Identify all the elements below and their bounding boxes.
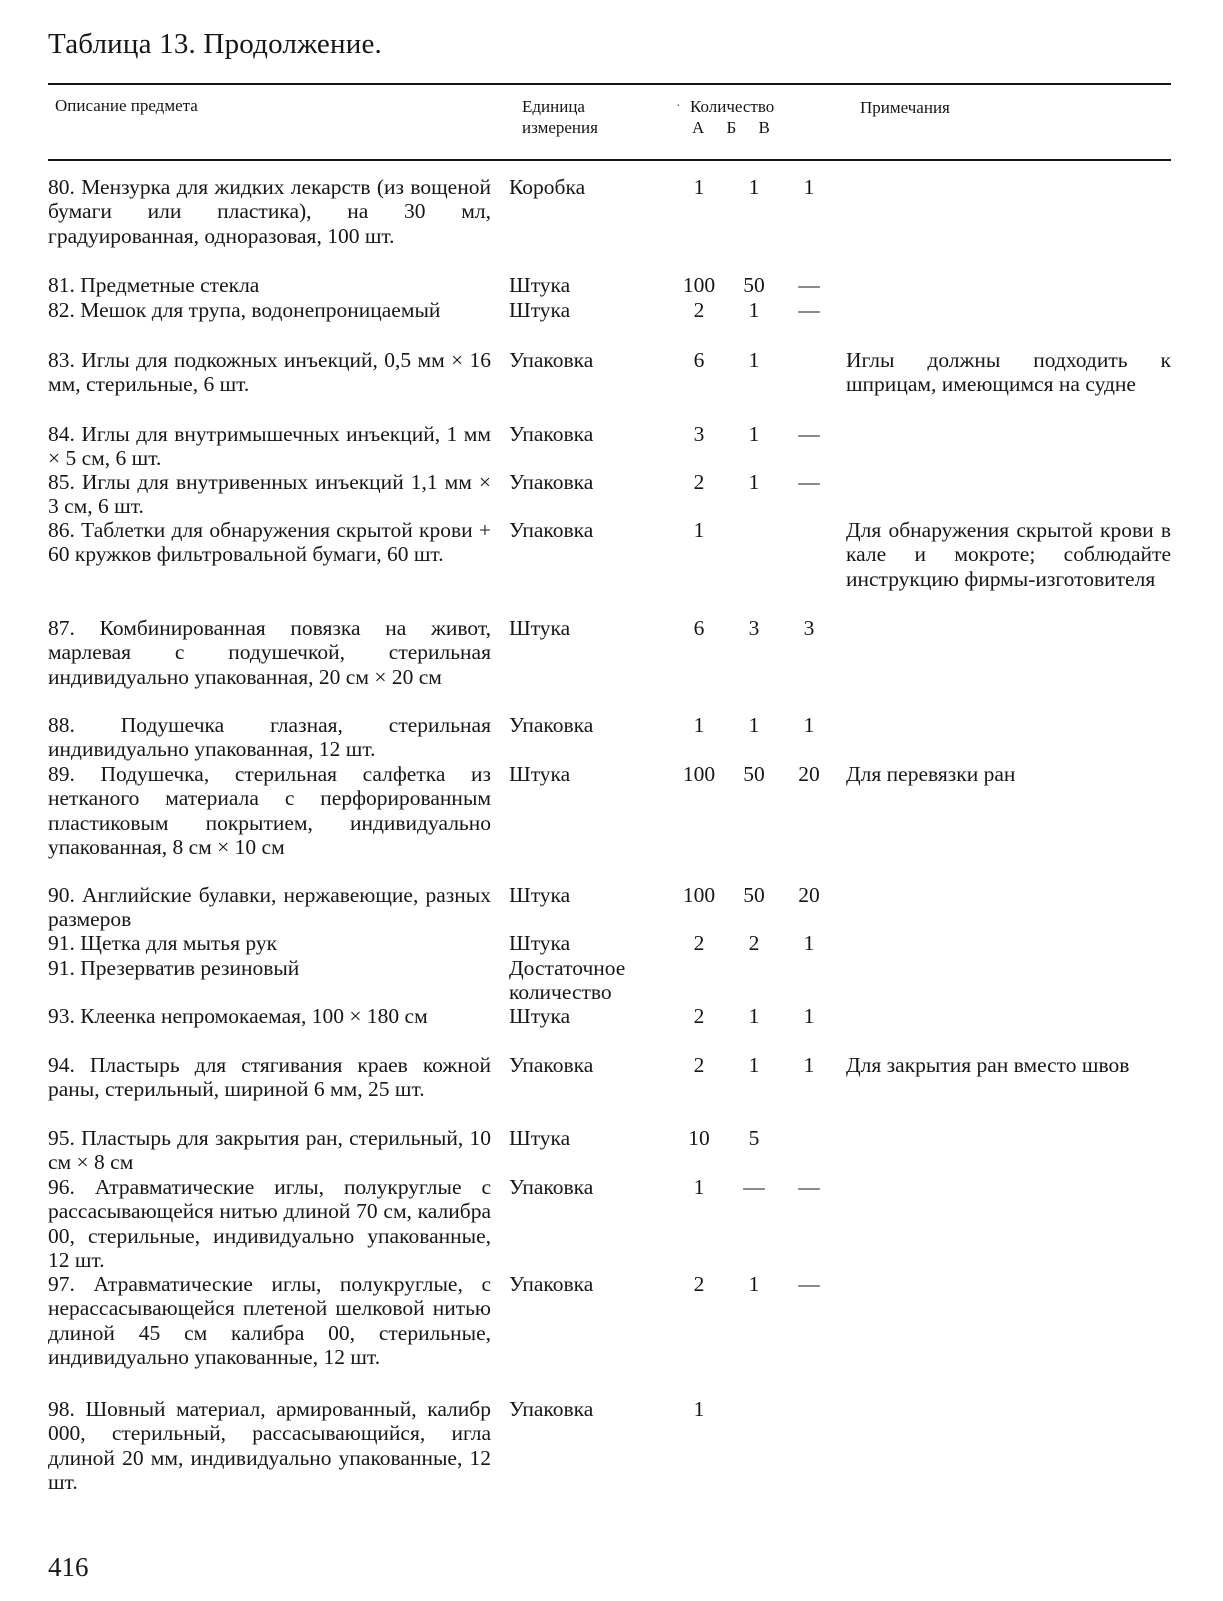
item-qty-v: 1: [803, 931, 815, 955]
item-qty-a: 1: [693, 175, 705, 199]
item-qty-b: 1: [748, 298, 760, 322]
item-qty-b: 3: [748, 616, 760, 640]
header-unit-line2: измерения: [522, 118, 598, 137]
item-unit: Коробка: [509, 175, 586, 199]
item-qty-b: 1: [748, 1004, 760, 1028]
item-qty-v: 1: [803, 175, 815, 199]
item-qty-v: 1: [803, 1053, 815, 1077]
header-quantity-label: Количество: [690, 97, 775, 116]
item-unit: Упаковка: [509, 1053, 594, 1077]
item-description: 91. Щетка для мытья рук: [48, 931, 278, 955]
item-qty-a: 100: [682, 762, 716, 786]
item-description: 91. Презерватив резиновый: [48, 956, 300, 980]
item-description: 94. Пластырь для стягивания краев кожной раны, стерильный, шириной 6 мм, 25 шт.: [48, 1053, 491, 1102]
item-description: 82. Мешок для трупа, водонепроницаемый: [48, 298, 441, 322]
item-description: 96. Атравматические иглы, полукруглые с рассасывающейся нитью длиной 70 см, калибра 00, стерильные, индивидуально упакованные, 12 шт.: [48, 1175, 491, 1272]
item-description: 89. Подушечка, стерильная салфетка из нетканого материала с перфорированным пластиковым покрытием, индивидуально упакованная, 8 см × 10 см: [48, 762, 491, 859]
item-unit: Упаковка: [509, 713, 594, 737]
item-unit: Упаковка: [509, 518, 594, 542]
item-qty-v: 20: [798, 883, 820, 907]
item-qty-b: 1: [748, 1053, 760, 1077]
header-top-rule: [48, 83, 1171, 85]
item-qty-v: 1: [803, 713, 815, 737]
item-unit: Штука: [509, 1126, 571, 1150]
item-description: 98. Шовный материал, армированный, калибр 000, стерильный, рассасывающийся, игла длиной 20 мм, индивидуально упакованные, 12 шт.: [48, 1397, 491, 1494]
item-qty-v: 3: [803, 616, 815, 640]
header-quantity: [676, 96, 779, 138]
item-description: 95. Пластырь для закрытия ран, стерильный, 10 см × 8 см: [48, 1126, 491, 1175]
item-qty-a: 3: [693, 422, 705, 446]
header-bottom-rule: [48, 159, 1171, 161]
item-qty-a: 1: [693, 1397, 705, 1421]
item-note: Для закрытия ран вместо швов: [846, 1053, 1130, 1077]
item-unit: Штука: [509, 298, 571, 322]
item-qty-b: 1: [748, 713, 760, 737]
item-qty-b: 50: [743, 762, 765, 786]
item-unit: Штука: [509, 1004, 571, 1028]
item-description: 80. Мензурка для жидких лекарств (из вощеной бумаги или пластика), на 30 мл, градуированная, одноразовая, 100 шт.: [48, 175, 491, 248]
item-description: 84. Иглы для внутримышечных инъекций, 1 мм × 5 см, 6 шт.: [48, 422, 491, 471]
page-number: 416: [48, 1552, 89, 1582]
item-unit: Штука: [509, 883, 571, 907]
header-mark: ·: [676, 99, 681, 114]
item-unit: Штука: [509, 273, 571, 297]
item-qty-v: —: [798, 298, 820, 322]
item-description: 88. Подушечка глазная, стерильная индивидуально упакованная, 12 шт.: [48, 713, 491, 762]
item-qty-b: 1: [748, 348, 760, 372]
item-qty-b: 1: [748, 422, 760, 446]
item-qty-a: 2: [693, 298, 705, 322]
item-qty-a: 1: [693, 518, 705, 542]
item-qty-b: —: [743, 1175, 765, 1199]
item-qty-v: —: [798, 1175, 820, 1199]
item-unit: Упаковка: [509, 470, 594, 494]
item-note: Для перевязки ран: [846, 762, 1016, 786]
item-qty-b: 50: [743, 273, 765, 297]
item-qty-a: 1: [693, 713, 705, 737]
item-unit: Штука: [509, 931, 571, 955]
item-qty-v: —: [798, 470, 820, 494]
item-qty-v: —: [798, 273, 820, 297]
item-description: 93. Клеенка непромокаемая, 100 × 180 см: [48, 1004, 428, 1028]
item-qty-a: 100: [682, 273, 716, 297]
item-description: 86. Таблетки для обнаружения скрытой крови + 60 кружков фильтровальной бумаги, 60 шт.: [48, 518, 491, 567]
item-qty-a: 2: [693, 1272, 705, 1296]
item-unit: Упаковка: [509, 1272, 594, 1296]
item-unit: Упаковка: [509, 422, 594, 446]
item-qty-b: 1: [748, 470, 760, 494]
item-qty-a: 1: [693, 1175, 705, 1199]
item-qty-a: 2: [693, 470, 705, 494]
item-unit: Штука: [509, 616, 571, 640]
item-description: 81. Предметные стекла: [48, 273, 260, 297]
item-description: 85. Иглы для внутривенных инъекций 1,1 мм × 3 см, 6 шт.: [48, 470, 491, 519]
item-qty-v: —: [798, 1272, 820, 1296]
item-qty-a: 100: [682, 883, 716, 907]
table-caption: Таблица 13. Продолжение.: [48, 28, 382, 60]
item-unit: Упаковка: [509, 1175, 594, 1199]
item-description: 87. Комбинированная повязка на живот, марлевая с подушечкой, стерильная индивидуально упакованная, 20 см × 20 см: [48, 616, 491, 689]
item-qty-a: 2: [693, 1004, 705, 1028]
item-qty-a: 6: [693, 348, 705, 372]
item-qty-b: 5: [748, 1126, 760, 1150]
item-description: 83. Иглы для подкожных инъекций, 0,5 мм × 16 мм, стерильные, 6 шт.: [48, 348, 491, 397]
header-description: Описание предмета: [55, 96, 198, 115]
item-unit: Штука: [509, 762, 571, 786]
header-notes: Примечания: [860, 98, 950, 117]
item-qty-a: 2: [693, 1053, 705, 1077]
item-note: Иглы должны подходить к шприцам, имеющимся на судне: [846, 348, 1171, 397]
item-unit: Достаточное количество: [509, 956, 626, 1005]
item-unit: Упаковка: [509, 1397, 594, 1421]
header-quantity-columns: А Б В: [692, 118, 779, 137]
header-unit: [522, 96, 598, 138]
item-qty-v: —: [798, 422, 820, 446]
item-qty-a: 6: [693, 616, 705, 640]
item-qty-b: 1: [748, 175, 760, 199]
item-unit: Упаковка: [509, 348, 594, 372]
item-qty-b: 2: [748, 931, 760, 955]
item-qty-v: 20: [798, 762, 820, 786]
item-description: 97. Атравматические иглы, полукруглые, с нерассасывающейся плетеной шелковой нитью длиной 45 см калибра 00, стерильные, индивидуально упакованные, 12 шт.: [48, 1272, 491, 1369]
item-description: 90. Английские булавки, нержавеющие, разных размеров: [48, 883, 491, 932]
item-qty-v: 1: [803, 1004, 815, 1028]
item-qty-b: 1: [748, 1272, 760, 1296]
item-qty-b: 50: [743, 883, 765, 907]
header-unit-line1: Единица: [522, 97, 585, 116]
item-note: Для обнаружения скрытой крови в кале и мокроте; соблюдайте инструкцию фирмы-изготовителя: [846, 518, 1171, 591]
item-qty-a: 2: [693, 931, 705, 955]
item-qty-a: 10: [688, 1126, 710, 1150]
